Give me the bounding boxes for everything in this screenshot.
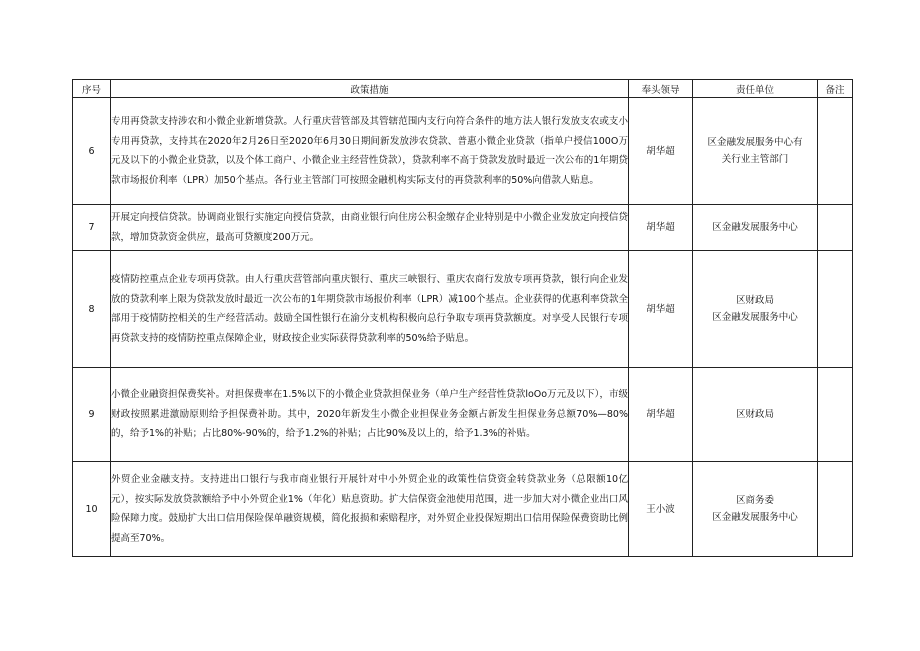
policy-measure: 外贸企业金融支持。支持进出口银行与我市商业银行开展针对中小外贸企业的政策性信贷资金转贷款业务（总限额10亿元），按实际发放贷款额给予中小外贸企业1%（年化）贴息资助。扩大信保资金池使用范围，进一步加大对小微企业出口风险保障力度。鼓励扩大出口信用保险保单融资规模，简化报损和索赔程序，对外贸企业投保短期出口信用保险保费资助比例提高至70%。 [111,462,629,557]
responsible-unit [693,251,818,368]
table-row [73,251,853,368]
policy-measure: 开展定向授信贷款。协调商业银行实施定向授信贷款，由商业银行向住房公积金缴存企业特别是中小微企业发放定向授信贷款，增加贷款资金供应，最高可贷额度200万元。 [111,205,629,251]
remarks [818,205,853,251]
unit-line: 区金融发展服务中心 [712,512,798,523]
row-number: 9 [73,368,111,462]
lead-official: 王小波 [629,462,693,557]
table-row [73,205,853,251]
policy-measure: 小微企业融资担保费奖补。对担保费率在1.5%以下的小微企业贷款担保业务（单户生产经营性贷款loOo万元及以下），市级财政按照累进激励原则给予担保费补助。其中，2020年新发生小微企业担保业务金额占新发生担保业务总额70%—80%的，给予1%的补贴；占比80%-90%的，给予1.2%的补贴；占比90%及以上的，给予1.3%的补贴。 [111,368,629,462]
row-number: 6 [73,98,111,205]
header-no: 序号 [73,80,111,98]
remarks [818,462,853,557]
table-header-row [73,80,853,98]
unit-line: 区财政局 [735,295,774,306]
table-row [73,462,853,557]
row-number: 8 [73,251,111,368]
header-unit: 责任单位 [693,80,818,98]
responsible-unit [693,368,818,462]
lead-official: 胡华超 [629,98,693,205]
row-number: 7 [73,205,111,251]
table-row [73,368,853,462]
unit-line: 区金融发展服务中心 [712,312,798,323]
policy-measure: 疫情防控重点企业专项再贷款。由人行重庆营管部向重庆银行、重庆三峡银行、重庆农商行发放专项再贷款，银行向企业发放的贷款利率上限为贷款发放时最近一次公布的1年期贷款市场报价利率（LPR）减100个基点。企业获得的优惠利率贷款全部用于疫情防控相关的生产经营活动。鼓励全国性银行在渝分支机构积极向总行争取专项再贷款额度。对享受人民银行专项再贷款支持的疫情防控重点保障企业，财政按企业实际获得贷款利率的50%给予贴息。 [111,251,629,368]
header-note: 备注 [818,80,853,98]
unit-line: 区商务委 [735,495,774,506]
table-row [73,98,853,205]
responsible-unit [693,462,818,557]
remarks [818,98,853,205]
policy-table [72,79,853,557]
header-leader: 奉头领导 [629,80,693,98]
unit-line: 区金融发展服务中心 [712,222,798,233]
lead-official: 胡华超 [629,251,693,368]
unit-line: 区财政局 [735,409,774,420]
remarks [818,251,853,368]
header-measure: 政策措施 [111,80,629,98]
responsible-unit [693,205,818,251]
row-number: 10 [73,462,111,557]
remarks [818,368,853,462]
unit-line: 关行业主管部门 [721,154,789,165]
policy-measure: 专用再贷款支持涉农和小微企业新增贷款。人行重庆营管部及其管辖范围内支行向符合条件的地方法人银行发放支农或支小专用再贷款，支持其在2020年2月26日至2020年6月30日期间新发放涉农贷款、普惠小微企业贷款（指单户授信100O万元及以下的小微企业贷款，以及个体工商户、小微企业主经营性贷款），贷款利率不高于贷款发放时最近一次公布的1年期贷款市场报价利率（LPR）加50个基点。各行业主管部门可按照金融机构实际支付的再贷款利率的50%向借款人贴息。 [111,98,629,205]
lead-official: 胡华超 [629,205,693,251]
responsible-unit [693,98,818,205]
unit-line: 区金融发展服务中心有 [707,137,803,148]
lead-official: 胡华超 [629,368,693,462]
